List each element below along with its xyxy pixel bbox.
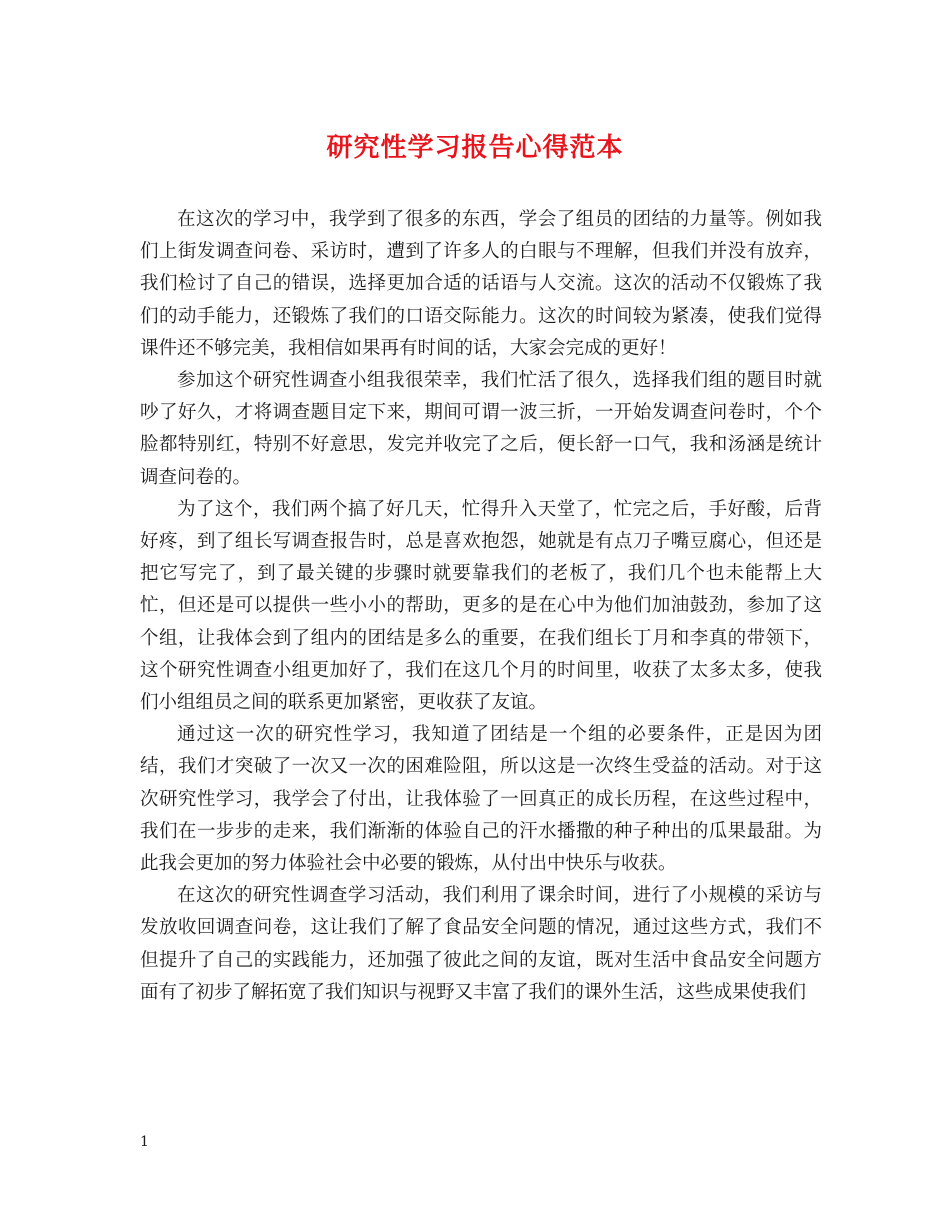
document-title: 研究性学习报告心得范本	[326, 133, 624, 163]
paragraph-1: 在这次的学习中，我学到了很多的东西，学会了组员的团结的力量等。例如我们上街发调查问卷、采访时，遭到了许多人的白眼与不理解，但我们并没有放弃，我们检讨了自己的错误，选择更加合适的话语与人交流。这次的活动不仅锻炼了我们的动手能力，还锻炼了我们的口语交际能力。这次的时间较为紧凑，使我们觉得课件还不够完美，我相信如果再有时间的话，大家会完成的更好！	[140, 209, 822, 359]
document-body	[140, 204, 822, 1009]
paragraph-3: 为了这个，我们两个搞了好几天，忙得升入天堂了，忙完之后，手好酸，后背好疼，到了组长写调查报告时，总是喜欢抱怨，她就是有点刀子嘴豆腐心，但还是把它写完了，到了最关键的步骤时就要靠我们的老板了，我们几个也未能帮上大忙，但还是可以提供一些小小的帮助，更多的是在心中为他们加油鼓劲，参加了这个组，让我体会到了组内的团结是多么的重要，在我们组长丁月和李真的带领下，这个研究性调查小组更加好了，我们在这几个月的时间里，收获了太多太多，使我们小组组员之间的联系更加紧密，更收获了友谊。	[140, 498, 822, 714]
page-number: 1	[140, 1134, 149, 1150]
paragraph-2: 参加这个研究性调查小组我很荣幸，我们忙活了很久，选择我们组的题目时就吵了好久，才将调查题目定下来，期间可谓一波三折，一开始发调查问卷时，个个脸都特别红，特别不好意思，发完并收完了之后，便长舒一口气，我和汤涵是统计调查问卷的。	[140, 370, 822, 488]
paragraph-5: 在这次的研究性调查学习活动，我们利用了课余时间，进行了小规模的采访与发放收回调查问卷，这让我们了解了食品安全问题的情况，通过这些方式，我们不但提升了自己的实践能力，还加强了彼此之间的友谊，既对生活中食品安全问题方面有了初步了解拓宽了我们知识与视野又丰富了我们的课外生活，这些成果使我们	[140, 885, 822, 1003]
paragraph-4: 通过这一次的研究性学习，我知道了团结是一个组的必要条件，正是因为团结，我们才突破了一次又一次的困难险阻，所以这是一次终生受益的活动。对于这次研究性学习，我学会了付出，让我体验了一回真正的成长历程，在这些过程中，我们在一步步的走来，我们渐渐的体验自己的汗水播撒的种子种出的瓜果最甜。为此我会更加的努力体验社会中必要的锻炼，从付出中快乐与收获。	[140, 724, 822, 875]
